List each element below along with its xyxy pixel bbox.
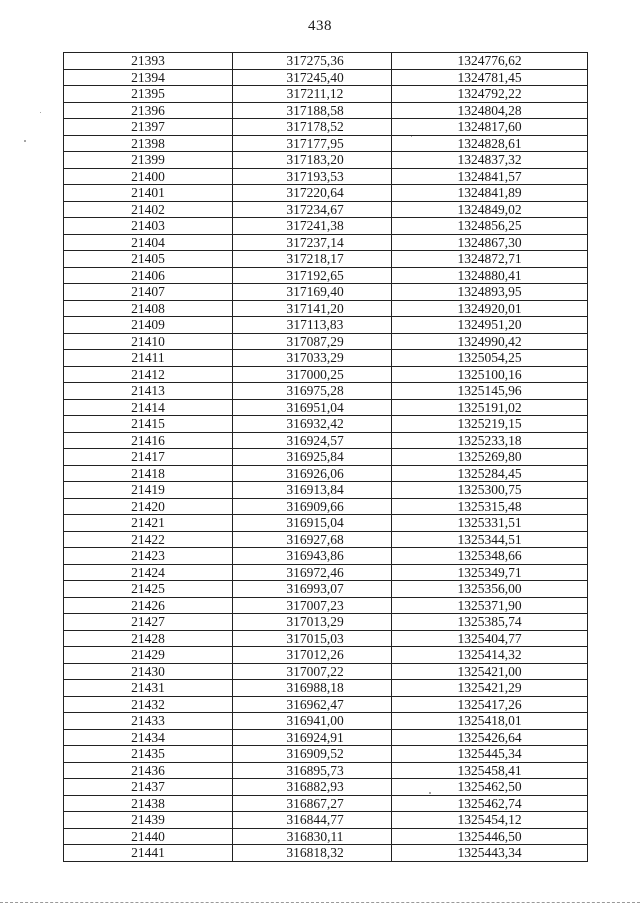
y-coordinate-cell: 1325349,71 [392, 564, 588, 581]
point-number-cell: 21415 [64, 416, 233, 433]
y-coordinate-cell: 1324841,57 [392, 168, 588, 185]
table-row [64, 630, 588, 647]
table-row [64, 168, 588, 185]
table-row [64, 564, 588, 581]
table-row [64, 300, 588, 317]
x-coordinate-cell: 316962,47 [233, 696, 392, 713]
point-number-cell: 21414 [64, 399, 233, 416]
x-coordinate-cell: 317087,29 [233, 333, 392, 350]
y-coordinate-cell: 1324893,95 [392, 284, 588, 301]
y-coordinate-cell: 1325300,75 [392, 482, 588, 499]
point-number-cell: 21393 [64, 53, 233, 70]
table-row [64, 696, 588, 713]
x-coordinate-cell: 317141,20 [233, 300, 392, 317]
y-coordinate-cell: 1325233,18 [392, 432, 588, 449]
table-row [64, 102, 588, 119]
scan-speck [24, 140, 26, 142]
x-coordinate-cell: 316988,18 [233, 680, 392, 697]
table-row [64, 812, 588, 829]
point-number-cell: 21395 [64, 86, 233, 103]
x-coordinate-cell: 317275,36 [233, 53, 392, 70]
point-number-cell: 21436 [64, 762, 233, 779]
point-number-cell: 21434 [64, 729, 233, 746]
point-number-cell: 21425 [64, 581, 233, 598]
table-row [64, 597, 588, 614]
point-number-cell: 21411 [64, 350, 233, 367]
y-coordinate-cell: 1325404,77 [392, 630, 588, 647]
table-row [64, 119, 588, 136]
point-number-cell: 21423 [64, 548, 233, 565]
table-row [64, 383, 588, 400]
y-coordinate-cell: 1325371,90 [392, 597, 588, 614]
point-number-cell: 21420 [64, 498, 233, 515]
y-coordinate-cell: 1324990,42 [392, 333, 588, 350]
y-coordinate-cell: 1325443,34 [392, 845, 588, 862]
table-row [64, 729, 588, 746]
point-number-cell: 21438 [64, 795, 233, 812]
x-coordinate-cell: 317234,67 [233, 201, 392, 218]
y-coordinate-cell: 1325054,25 [392, 350, 588, 367]
table-row [64, 845, 588, 862]
x-coordinate-cell: 316993,07 [233, 581, 392, 598]
point-number-cell: 21408 [64, 300, 233, 317]
point-number-cell: 21401 [64, 185, 233, 202]
y-coordinate-cell: 1324841,89 [392, 185, 588, 202]
table-row [64, 614, 588, 631]
table-row [64, 449, 588, 466]
y-coordinate-cell: 1324856,25 [392, 218, 588, 235]
x-coordinate-cell: 317178,52 [233, 119, 392, 136]
y-coordinate-cell: 1325462,50 [392, 779, 588, 796]
table-row [64, 713, 588, 730]
point-number-cell: 21398 [64, 135, 233, 152]
x-coordinate-cell: 317033,29 [233, 350, 392, 367]
table-row [64, 218, 588, 235]
y-coordinate-cell: 1325356,00 [392, 581, 588, 598]
table-row [64, 515, 588, 532]
table-row [64, 366, 588, 383]
point-number-cell: 21407 [64, 284, 233, 301]
point-number-cell: 21430 [64, 663, 233, 680]
y-coordinate-cell: 1324849,02 [392, 201, 588, 218]
table-row [64, 234, 588, 251]
x-coordinate-cell: 317113,83 [233, 317, 392, 334]
point-number-cell: 21439 [64, 812, 233, 829]
x-coordinate-cell: 316925,84 [233, 449, 392, 466]
point-number-cell: 21427 [64, 614, 233, 631]
y-coordinate-cell: 1324880,41 [392, 267, 588, 284]
y-coordinate-cell: 1324776,62 [392, 53, 588, 70]
y-coordinate-cell: 1324867,30 [392, 234, 588, 251]
x-coordinate-cell: 317192,65 [233, 267, 392, 284]
point-number-cell: 21413 [64, 383, 233, 400]
x-coordinate-cell: 317012,26 [233, 647, 392, 664]
table-row [64, 416, 588, 433]
point-number-cell: 21437 [64, 779, 233, 796]
x-coordinate-cell: 316943,86 [233, 548, 392, 565]
table-row [64, 746, 588, 763]
point-number-cell: 21394 [64, 69, 233, 86]
x-coordinate-cell: 316844,77 [233, 812, 392, 829]
y-coordinate-cell: 1325219,15 [392, 416, 588, 433]
y-coordinate-cell: 1324792,22 [392, 86, 588, 103]
table-row [64, 284, 588, 301]
x-coordinate-cell: 316895,73 [233, 762, 392, 779]
table-row [64, 465, 588, 482]
table-row [64, 498, 588, 515]
scan-speck [429, 792, 431, 794]
scan-speck [40, 112, 41, 113]
table-row [64, 531, 588, 548]
coordinates-table-body [64, 53, 588, 862]
table-row [64, 795, 588, 812]
y-coordinate-cell: 1325100,16 [392, 366, 588, 383]
y-coordinate-cell: 1324817,60 [392, 119, 588, 136]
x-coordinate-cell: 317007,23 [233, 597, 392, 614]
x-coordinate-cell: 316913,84 [233, 482, 392, 499]
point-number-cell: 21428 [64, 630, 233, 647]
x-coordinate-cell: 317188,58 [233, 102, 392, 119]
y-coordinate-cell: 1325331,51 [392, 515, 588, 532]
x-coordinate-cell: 316924,91 [233, 729, 392, 746]
point-number-cell: 21406 [64, 267, 233, 284]
y-coordinate-cell: 1325344,51 [392, 531, 588, 548]
table-row [64, 581, 588, 598]
point-number-cell: 21416 [64, 432, 233, 449]
x-coordinate-cell: 316941,00 [233, 713, 392, 730]
table-row [64, 86, 588, 103]
point-number-cell: 21403 [64, 218, 233, 235]
y-coordinate-cell: 1325269,80 [392, 449, 588, 466]
coordinates-table [63, 52, 588, 862]
table-row [64, 333, 588, 350]
table-row [64, 152, 588, 169]
x-coordinate-cell: 316830,11 [233, 828, 392, 845]
x-coordinate-cell: 316818,32 [233, 845, 392, 862]
x-coordinate-cell: 317193,53 [233, 168, 392, 185]
table-row [64, 135, 588, 152]
table-row [64, 762, 588, 779]
point-number-cell: 21421 [64, 515, 233, 532]
point-number-cell: 21422 [64, 531, 233, 548]
y-coordinate-cell: 1324920,01 [392, 300, 588, 317]
x-coordinate-cell: 316915,04 [233, 515, 392, 532]
point-number-cell: 21440 [64, 828, 233, 845]
x-coordinate-cell: 317241,38 [233, 218, 392, 235]
page-number: 438 [308, 18, 332, 34]
x-coordinate-cell: 317183,20 [233, 152, 392, 169]
x-coordinate-cell: 317237,14 [233, 234, 392, 251]
point-number-cell: 21424 [64, 564, 233, 581]
point-number-cell: 21410 [64, 333, 233, 350]
x-coordinate-cell: 317220,64 [233, 185, 392, 202]
x-coordinate-cell: 317015,03 [233, 630, 392, 647]
scan-speck [411, 136, 412, 137]
table-row [64, 548, 588, 565]
x-coordinate-cell: 316926,06 [233, 465, 392, 482]
x-coordinate-cell: 316932,42 [233, 416, 392, 433]
x-coordinate-cell: 316927,68 [233, 531, 392, 548]
x-coordinate-cell: 316909,52 [233, 746, 392, 763]
x-coordinate-cell: 316909,66 [233, 498, 392, 515]
y-coordinate-cell: 1325445,34 [392, 746, 588, 763]
y-coordinate-cell: 1325315,48 [392, 498, 588, 515]
table-row [64, 663, 588, 680]
point-number-cell: 21417 [64, 449, 233, 466]
point-number-cell: 21396 [64, 102, 233, 119]
x-coordinate-cell: 317169,40 [233, 284, 392, 301]
table-row [64, 350, 588, 367]
y-coordinate-cell: 1325462,74 [392, 795, 588, 812]
point-number-cell: 21397 [64, 119, 233, 136]
table-row [64, 680, 588, 697]
table-row [64, 482, 588, 499]
y-coordinate-cell: 1325414,32 [392, 647, 588, 664]
x-coordinate-cell: 316951,04 [233, 399, 392, 416]
point-number-cell: 21426 [64, 597, 233, 614]
y-coordinate-cell: 1324828,61 [392, 135, 588, 152]
point-number-cell: 21402 [64, 201, 233, 218]
point-number-cell: 21429 [64, 647, 233, 664]
table-row [64, 317, 588, 334]
x-coordinate-cell: 316975,28 [233, 383, 392, 400]
y-coordinate-cell: 1325426,64 [392, 729, 588, 746]
point-number-cell: 21441 [64, 845, 233, 862]
table-row [64, 201, 588, 218]
scan-edge-line [0, 902, 640, 903]
point-number-cell: 21412 [64, 366, 233, 383]
point-number-cell: 21409 [64, 317, 233, 334]
y-coordinate-cell: 1325418,01 [392, 713, 588, 730]
y-coordinate-cell: 1325454,12 [392, 812, 588, 829]
x-coordinate-cell: 317013,29 [233, 614, 392, 631]
point-number-cell: 21433 [64, 713, 233, 730]
point-number-cell: 21418 [64, 465, 233, 482]
y-coordinate-cell: 1325458,41 [392, 762, 588, 779]
point-number-cell: 21405 [64, 251, 233, 268]
y-coordinate-cell: 1324804,28 [392, 102, 588, 119]
y-coordinate-cell: 1324872,71 [392, 251, 588, 268]
table-row [64, 647, 588, 664]
point-number-cell: 21404 [64, 234, 233, 251]
table-row [64, 399, 588, 416]
x-coordinate-cell: 317007,22 [233, 663, 392, 680]
y-coordinate-cell: 1325421,29 [392, 680, 588, 697]
y-coordinate-cell: 1325446,50 [392, 828, 588, 845]
y-coordinate-cell: 1324837,32 [392, 152, 588, 169]
y-coordinate-cell: 1325421,00 [392, 663, 588, 680]
y-coordinate-cell: 1325191,02 [392, 399, 588, 416]
x-coordinate-cell: 317211,12 [233, 86, 392, 103]
point-number-cell: 21419 [64, 482, 233, 499]
y-coordinate-cell: 1325284,45 [392, 465, 588, 482]
point-number-cell: 21431 [64, 680, 233, 697]
y-coordinate-cell: 1325145,96 [392, 383, 588, 400]
y-coordinate-cell: 1325385,74 [392, 614, 588, 631]
table-row [64, 185, 588, 202]
point-number-cell: 21435 [64, 746, 233, 763]
x-coordinate-cell: 317000,25 [233, 366, 392, 383]
table-row [64, 251, 588, 268]
x-coordinate-cell: 317218,17 [233, 251, 392, 268]
x-coordinate-cell: 316972,46 [233, 564, 392, 581]
point-number-cell: 21400 [64, 168, 233, 185]
y-coordinate-cell: 1324781,45 [392, 69, 588, 86]
table-row [64, 828, 588, 845]
y-coordinate-cell: 1324951,20 [392, 317, 588, 334]
table-row [64, 53, 588, 70]
table-row [64, 69, 588, 86]
x-coordinate-cell: 316882,93 [233, 779, 392, 796]
y-coordinate-cell: 1325417,26 [392, 696, 588, 713]
point-number-cell: 21432 [64, 696, 233, 713]
y-coordinate-cell: 1325348,66 [392, 548, 588, 565]
point-number-cell: 21399 [64, 152, 233, 169]
x-coordinate-cell: 317245,40 [233, 69, 392, 86]
x-coordinate-cell: 316924,57 [233, 432, 392, 449]
x-coordinate-cell: 316867,27 [233, 795, 392, 812]
x-coordinate-cell: 317177,95 [233, 135, 392, 152]
table-row [64, 267, 588, 284]
table-row [64, 432, 588, 449]
table-row [64, 779, 588, 796]
